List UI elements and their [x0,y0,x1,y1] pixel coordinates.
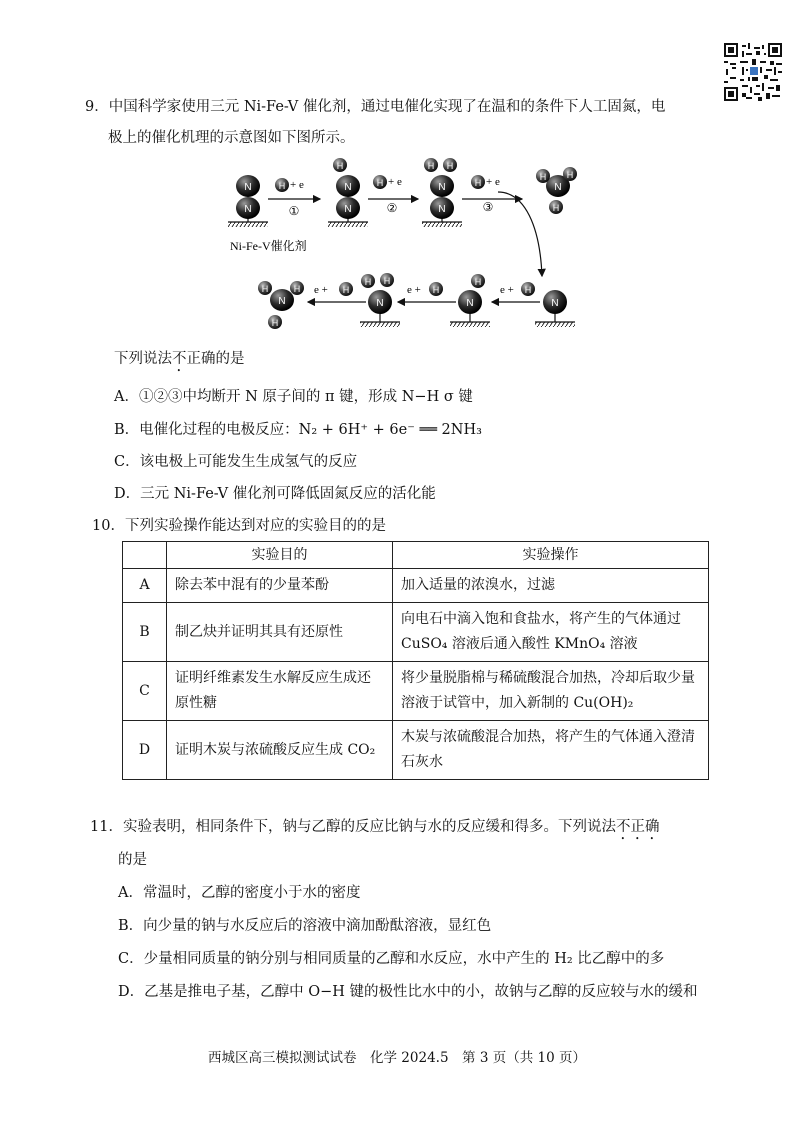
row-label: C [123,662,167,721]
table-header-row [123,542,709,569]
svg-text:H: H [524,285,532,295]
svg-text:H: H [383,276,391,286]
svg-text:H: H [271,318,279,328]
svg-text:N: N [278,296,286,307]
row-operation: 将少量脱脂棉与稀硫酸混合加热，冷却后取少量溶液于试管中，加入新制的 Cu(OH)₂ [393,662,709,721]
svg-text:②: ② [386,201,398,215]
row-label: A [123,569,167,603]
table-header-blank [123,542,167,569]
qr-code-image [724,43,782,101]
q9-prompt [114,349,245,375]
q11-option-a: A．常温时，乙醇的密度小于水的密度 [118,885,361,901]
table-row [123,662,709,721]
n-adsorbed-icon [535,290,575,327]
svg-text:③: ③ [482,200,494,214]
svg-text:H: H [427,161,435,171]
row-operation: 向电石中滴入饱和食盐水，将产生的气体通过 CuSO₄ 溶液后通入酸性 KMnO₄ 溶液 [393,603,709,662]
row-purpose: 制乙炔并证明其具有还原性 [167,603,393,662]
svg-text:①: ① [288,204,300,218]
svg-text:N: N [344,182,352,193]
q9-stem-line1: 9．中国科学家使用三元 Ni-Fe-V 催化剂，通过电催化实现了在温和的条件下人工固氮，电 [85,99,666,115]
svg-text:N: N [466,298,474,309]
svg-text:+ e: + e [486,176,500,188]
svg-text:e +: e + [500,284,514,296]
q11-stem-post: 正确 [630,819,660,835]
svg-text:H: H [336,161,344,171]
svg-text:N: N [244,204,252,215]
nh-adsorbed-icon [450,274,490,327]
step2-arrow-icon [368,175,418,215]
q10-stem: 10．下列实验操作能达到对应的实验目的的是 [92,518,386,534]
q11-stem-pre: 11．实验表明，相同条件下，钠与乙醇的反应比钠与水的反应缓和得多。下列说法 [90,819,616,835]
svg-text:H: H [342,285,350,295]
svg-text:+ e: + e [290,179,304,191]
row-purpose: 除去苯中混有的少量苯酚 [167,569,393,603]
step3-arrow-icon [462,175,542,276]
step5-arrow-icon [398,282,456,302]
row-label: B [123,603,167,662]
q9-prompt-pre: 下列说法 [114,351,172,367]
q10-experiment-table [122,541,709,780]
page-footer: 西城区高三模拟测试试卷 化学 2024.5 第 3 页（共 10 页） [208,1050,586,1066]
q9-prompt-emph: 不 [172,351,187,367]
svg-text:H: H [474,277,482,287]
row-label: D [123,721,167,780]
q9-option-a: A．①②③中均断开 N 原子间的 π 键，形成 N−H σ 键 [114,389,473,405]
svg-text:H: H [566,170,574,180]
svg-text:H: H [446,161,454,171]
svg-text:H: H [539,172,547,182]
row-operation: 木炭与浓硫酸混合加热，将产生的气体通入澄清石灰水 [393,721,709,780]
table-row [123,569,709,603]
svg-text:+ e: + e [388,176,402,188]
row-purpose: 证明木炭与浓硫酸反应生成 CO₂ [167,721,393,780]
svg-text:H: H [552,203,560,213]
nh3-molecule-icon [536,167,577,214]
nh2-adsorbed-icon [360,273,400,327]
step4-arrow-icon [492,282,540,302]
svg-text:e +: e + [314,284,328,296]
table-header-purpose: 实验目的 [167,542,393,569]
q9-option-c: C．该电极上可能发生生成氢气的反应 [114,454,358,470]
q9-option-d: D．三元 Ni-Fe-V 催化剂可降低固氮反应的活化能 [114,486,436,502]
q11-option-d: D．乙基是推电子基，乙醇中 O−H 键的极性比水中的小，故钠与乙醇的反应较与水的缓和 [118,984,698,1000]
svg-text:N: N [438,182,446,193]
q9-option-b: B．电催化过程的电极反应：N₂ + 6H⁺ + 6e⁻ ══ 2NH₃ [114,422,482,438]
q11-option-b: B．向少量的钠与水反应后的溶液中滴加酚酞溶液，显红色 [118,918,492,934]
svg-text:e +: e + [407,284,421,296]
catalyst-label: Ni-Fe-V催化剂 [230,239,307,253]
q11-stem-line2: 的是 [118,852,147,868]
catalysis-mechanism-diagram [210,152,630,337]
svg-text:H: H [474,178,482,188]
svg-text:H: H [261,284,269,294]
n2-adsorbed-icon [228,175,268,227]
n2h2-intermediate-icon [422,158,462,227]
table-row [123,721,709,780]
nh3-product-icon [258,281,304,329]
n2h-intermediate-icon [328,158,368,227]
svg-text:N: N [244,182,252,193]
q9-prompt-post: 正确的是 [186,351,245,367]
q11-stem-line1 [90,817,659,843]
svg-text:N: N [551,298,559,309]
row-purpose: 证明纤维素发生水解反应生成还原性糖 [167,662,393,721]
svg-text:H: H [293,284,301,294]
svg-text:H: H [376,178,384,188]
svg-text:N: N [376,298,384,309]
svg-text:N: N [344,204,352,215]
table-row [123,603,709,662]
svg-text:H: H [364,277,372,287]
table-header-operation: 实验操作 [393,542,709,569]
row-operation: 加入适量的浓溴水，过滤 [393,569,709,603]
svg-text:N: N [554,182,562,193]
q11-stem-emph: 不 [615,819,631,835]
svg-text:H: H [278,181,286,191]
svg-text:N: N [438,204,446,215]
step6-arrow-icon [308,282,366,302]
q9-stem-line2: 极上的催化机理的示意图如下图所示。 [108,130,355,146]
q11-option-c: C．少量相同质量的钠分别与相同质量的乙醇和水反应，水中产生的 H₂ 比乙醇中的多 [118,951,665,967]
svg-text:H: H [432,285,440,295]
step1-arrow-icon [268,178,320,218]
